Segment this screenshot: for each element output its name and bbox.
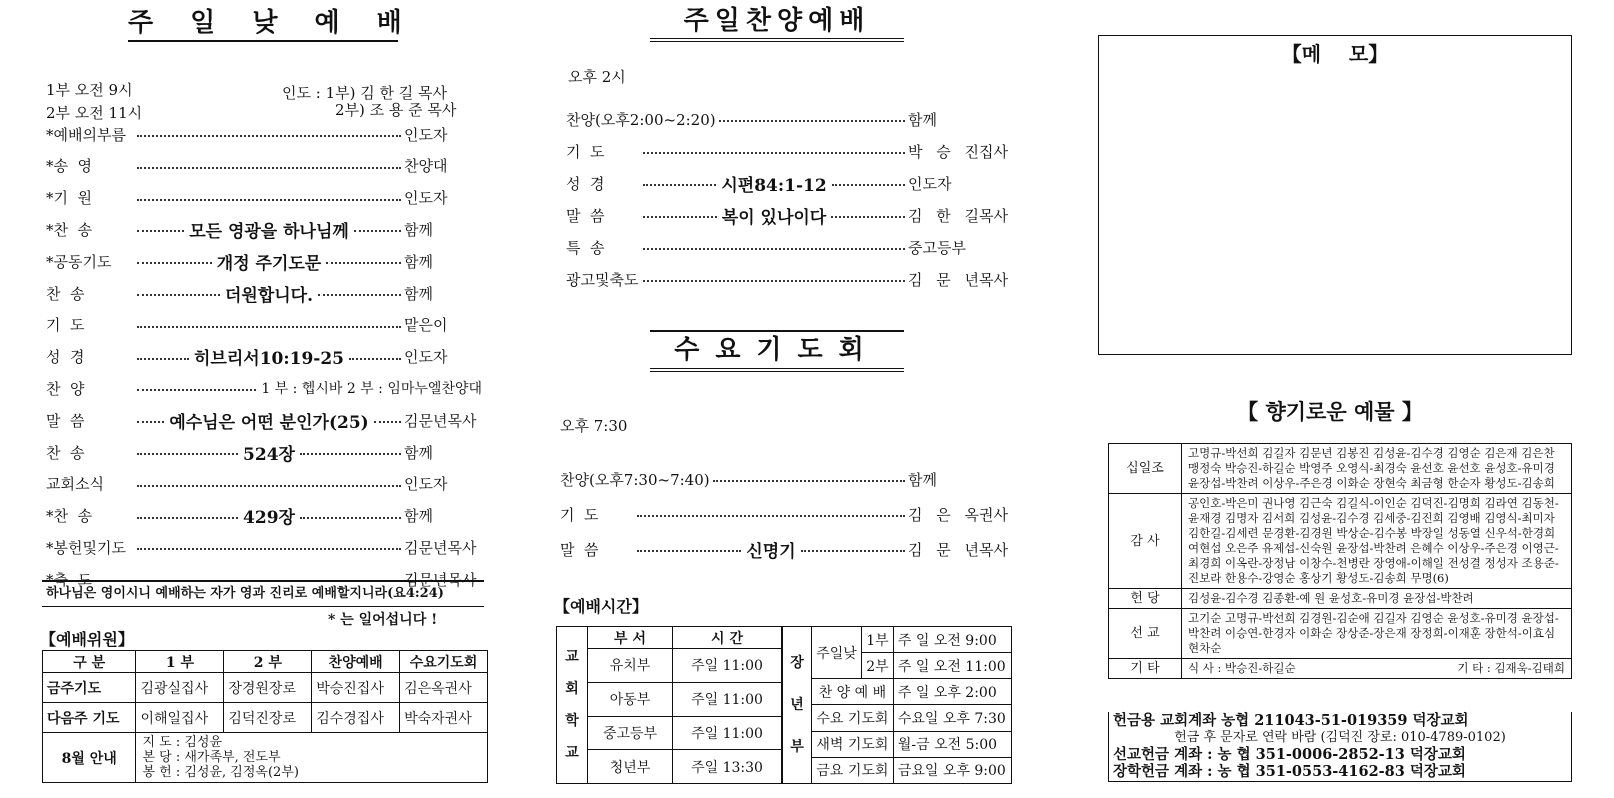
- order-content: 더원합니다.: [224, 285, 314, 306]
- leader-2: 2부) 조 용 준 목사: [335, 101, 457, 119]
- order-row: [46, 472, 484, 496]
- offering-kind: 십일조: [1109, 444, 1182, 494]
- order-label: 기 도: [560, 505, 599, 524]
- table-cell: 김덕진장로: [224, 703, 312, 733]
- order-label: 광고및축도: [566, 270, 639, 289]
- order-leader: 김 은 옥권사: [908, 505, 1008, 524]
- dot-leader: [137, 262, 212, 264]
- stand-note: * 는 일어섭니다 !: [328, 612, 438, 628]
- order-label: 말 씀: [46, 411, 85, 430]
- school-label-char: 교: [565, 745, 579, 761]
- table-row: [557, 682, 782, 716]
- table-cell: 이해일집사: [136, 703, 224, 733]
- adult-schedule-table: [782, 626, 1012, 784]
- table-cell: 주 일 오전 9:00: [893, 627, 1011, 653]
- dot-leader: [137, 294, 220, 296]
- dot-leader: [318, 294, 401, 296]
- order-row: [560, 502, 1008, 526]
- order-row: [46, 281, 484, 305]
- month-guide-line: 본 당 : 새가족부, 전도부: [142, 750, 281, 765]
- committee-table: [42, 650, 488, 783]
- dot-leader: [137, 453, 238, 455]
- dot-leader: [137, 326, 401, 328]
- adult-label-char: 장: [790, 655, 804, 671]
- offering-names: 고기순 고명규-박선희 김경원-김순애 김길자 김영순 윤성호-유미경 윤장섭-박찬려 이승연-한경자 이화순 장상준-장은재 장정희-이재훈 장한석-이효심 현차순: [1182, 609, 1572, 659]
- order-row: [46, 186, 484, 210]
- order-leader: 김문년목사: [404, 570, 477, 589]
- order-label: 찬 양: [46, 379, 85, 398]
- dot-leader: [137, 135, 401, 137]
- offering-names: [1182, 659, 1572, 679]
- order-label: 찬양(오후2:00~2:20): [566, 110, 716, 129]
- order-row: [46, 313, 484, 337]
- order-row: [566, 267, 1008, 291]
- order-label: 교회소식: [46, 475, 104, 494]
- dot-leader: [719, 120, 905, 122]
- table-cell: 주일 11:00: [673, 716, 782, 750]
- order-leader: 중고등부: [908, 238, 966, 257]
- table-cell: 박숙자권사: [400, 703, 488, 733]
- dot-leader: [832, 184, 905, 186]
- table-cell: 월-금 오전 5:00: [893, 731, 1011, 757]
- offering-names: 공인호-박은미 권나영 김근숙 김길식-이인순 김덕진-김명희 김라연 김동천-윤재경 김명자 김서희 김성윤-김수경 김세중-김진희 김영배 김영식-최미자 김한길-김세련 문경환-김경원 박상순-김수봉 박장일 성동열 신우석-한경희 여현섭 오은주 유제섭-신숙원 윤장섭-박찬려 은혜수 이상우-주은경 이영근-최경희 이옥란-장정남 이창수-천병란 장영애-이해일 전성결 정성자 조용준-진보라 한용수-강영순 홍상기 황성도-김송희 무명(6): [1182, 494, 1572, 589]
- offering-meal: 식 사 : 박승진-하길순: [1188, 661, 1296, 675]
- dot-leader: [137, 389, 256, 391]
- order-leader: 박 승 진집사: [908, 142, 1008, 161]
- order-leader: 김 한 길목사: [908, 206, 1009, 225]
- dot-leader: [643, 280, 905, 282]
- table-cell: 아동부: [588, 682, 673, 716]
- table-row: [557, 750, 782, 784]
- order-row: [46, 408, 484, 432]
- month-guide-row: [43, 733, 488, 783]
- order-leader: 맡은이: [404, 316, 448, 335]
- table-cell: 중고등부: [588, 716, 673, 750]
- table-row: [783, 627, 1012, 653]
- order-leader: 함께: [404, 284, 433, 303]
- dot-leader: [349, 358, 401, 360]
- account-box: [1108, 712, 1572, 782]
- adult-label: [783, 627, 812, 784]
- dot-leader: [713, 480, 905, 482]
- school-header: 시 간: [673, 627, 782, 649]
- offering-kind: 감 사: [1109, 494, 1182, 589]
- order-row: [566, 203, 1008, 227]
- dot-leader: [326, 262, 401, 264]
- order-label: 찬 송: [46, 284, 85, 303]
- order-row: [46, 217, 484, 241]
- order-row: [46, 376, 484, 400]
- order-row: [46, 504, 484, 528]
- table-cell: 수요 기도회: [812, 705, 894, 731]
- table-cell: 2부: [862, 653, 894, 679]
- order-leader: 김 문 년목사: [908, 540, 1008, 559]
- order-content: 429장: [243, 508, 295, 529]
- order-content: 시편84:1-12: [721, 175, 827, 196]
- offering-kind: 선 교: [1109, 609, 1182, 659]
- committee-header: 수요기도회: [400, 651, 488, 673]
- mission-account: 선교헌금 계좌 : 농 협 351-0006-2852-13 덕장교회: [1113, 746, 1466, 763]
- order-row: [46, 440, 484, 464]
- service-time-1: 1부 오전 9시: [46, 81, 133, 99]
- table-row: [43, 673, 488, 703]
- order-label: 찬 송: [46, 443, 85, 462]
- memo-title: 【메 모】: [1281, 42, 1389, 66]
- order-leader: 인도자: [404, 125, 448, 144]
- dot-leader: [137, 517, 238, 519]
- table-cell: 김은옥권사: [400, 673, 488, 703]
- order-label: 말 씀: [566, 206, 605, 225]
- order-label: *축 도: [46, 570, 93, 589]
- order-label: *봉헌및기도: [46, 538, 126, 557]
- order-leader: 함께: [404, 507, 433, 526]
- month-guide-label: 8월 안내: [43, 733, 136, 783]
- order-leader: 김문년목사: [404, 538, 477, 557]
- order-content: 신명기: [746, 541, 796, 562]
- order-label: *기 원: [46, 189, 93, 208]
- offering-kind: 기 타: [1109, 659, 1182, 679]
- sunday-service-title: 주 일 낮 예 배: [128, 6, 398, 42]
- verse-text: 하나님은 영이시니 예배하는 자가 영과 진리로 예배할지니라(요4:24): [46, 586, 444, 601]
- school-label-char: 학: [565, 713, 579, 729]
- table-cell: 다음주 기도: [43, 703, 136, 733]
- order-label: 찬양(오후7:30~7:40): [560, 470, 710, 489]
- order-row: [566, 107, 1008, 131]
- month-guide-line: 지 도 : 김성윤: [142, 735, 223, 750]
- school-header: 부 서: [588, 627, 673, 649]
- dot-leader: [643, 184, 716, 186]
- order-row: [566, 235, 1008, 259]
- memo-box: [1098, 35, 1572, 355]
- month-guide-cell: [136, 733, 488, 783]
- table-cell: 장경원장로: [224, 673, 312, 703]
- table-row: [783, 679, 1012, 705]
- order-row: [46, 122, 484, 146]
- order-label: 성 경: [46, 348, 85, 367]
- table-row: [557, 649, 782, 683]
- order-leader: 김 문 년목사: [908, 270, 1008, 289]
- wednesday-service-time: 오후 7:30: [560, 417, 628, 435]
- order-label: 성 경: [566, 174, 605, 193]
- offering-title: 【 향기로운 예물 】: [1237, 399, 1423, 424]
- dot-leader: [137, 548, 401, 550]
- table-row: [1109, 659, 1572, 679]
- school-label: [557, 627, 588, 784]
- order-leader: 찬양대: [404, 157, 448, 176]
- offering-kind: 헌 당: [1109, 589, 1182, 609]
- schedule-title: 【예배시간】: [554, 597, 648, 616]
- order-leader: 함께: [404, 252, 433, 271]
- order-content: 개정 주기도문: [216, 253, 322, 274]
- dot-leader: [637, 515, 905, 517]
- offering-other: 기 타 : 김재욱-김태희: [1457, 661, 1565, 675]
- dot-leader: [354, 230, 401, 232]
- order-row: [566, 139, 1008, 163]
- adult-label-char: 년: [790, 697, 804, 713]
- table-row: [783, 705, 1012, 731]
- committee-header: 2 부: [224, 651, 312, 673]
- dot-leader: [137, 167, 401, 169]
- offering-table: [1108, 443, 1572, 679]
- committee-header-row: [43, 651, 488, 673]
- table-row: [1109, 609, 1572, 659]
- order-leader: 인도자: [404, 189, 448, 208]
- order-row: [46, 345, 484, 369]
- committee-header: 1 부: [136, 651, 224, 673]
- dot-leader: [643, 152, 905, 154]
- order-leader: 함께: [908, 110, 937, 129]
- order-row: [560, 537, 1008, 561]
- dot-leader: [300, 453, 401, 455]
- school-label-char: 교: [565, 649, 579, 665]
- order-content: 1 부 : 헵시바 2 부 : 임마누엘찬양대: [261, 381, 482, 398]
- order-content: 모든 영광을 하나님께: [189, 221, 349, 242]
- table-cell: 주일 11:00: [673, 682, 782, 716]
- committee-title: 【예배위원】: [40, 630, 134, 649]
- order-label: 특 송: [566, 238, 605, 257]
- table-cell: 박승진집사: [312, 673, 400, 703]
- table-cell: 금요일 오후 9:00: [893, 757, 1011, 783]
- order-row: [46, 249, 484, 273]
- dot-leader: [137, 421, 164, 423]
- order-leader: 함께: [404, 443, 433, 462]
- order-content: 예수님은 어떤 분인가(25): [169, 412, 369, 433]
- leader-1: 인도 : 1부) 김 한 길 목사: [282, 84, 447, 102]
- dot-leader: [831, 216, 905, 218]
- school-schedule-table: [556, 626, 782, 784]
- order-label: *송 영: [46, 157, 93, 176]
- order-leader: 인도자: [404, 348, 448, 367]
- order-content: 복이 있나이다: [721, 207, 827, 228]
- offering-names: 김성윤-김수경 김종환-예 원 윤성호-유미경 윤장섭-박찬려: [1182, 589, 1572, 609]
- church-account: 헌금용 교회계좌 농협 211043-51-019359 덕장교회: [1113, 712, 1469, 729]
- order-leader: 함께: [908, 470, 937, 489]
- table-cell: 수요일 오후 7:30: [893, 705, 1011, 731]
- dot-leader: [643, 216, 717, 218]
- school-header-row: [557, 627, 782, 649]
- dot-leader: [637, 550, 741, 552]
- order-leader: 김문년목사: [404, 411, 477, 430]
- table-row: [1109, 494, 1572, 589]
- service-time-2: 2부 오전 11시: [46, 104, 143, 122]
- praise-service-title: 주일찬양예배: [650, 4, 904, 42]
- dot-leader: [137, 199, 401, 201]
- month-guide-line: 봉 헌 : 김성윤, 김정옥(2부): [142, 765, 299, 780]
- order-row: [566, 171, 1008, 195]
- dot-leader: [137, 485, 401, 487]
- table-row: [43, 703, 488, 733]
- order-label: *공동기도: [46, 252, 112, 271]
- scholarship-account: 장학헌금 계좌 : 농 협 351-0553-4162-83 덕장교회: [1113, 763, 1466, 780]
- dot-leader: [137, 358, 189, 360]
- table-cell: 주 일 오후 2:00: [893, 679, 1011, 705]
- table-cell: 새벽 기도회: [812, 731, 894, 757]
- dot-leader: [300, 517, 401, 519]
- table-cell: 금요 기도회: [812, 757, 894, 783]
- verse-box: [42, 580, 484, 607]
- table-row: [783, 731, 1012, 757]
- order-leader: 함께: [404, 220, 433, 239]
- praise-service-time: 오후 2시: [568, 68, 626, 86]
- order-label: 기 도: [566, 142, 605, 161]
- wednesday-service-title: 수요기도회: [650, 330, 904, 372]
- order-content: 히브리서10:19-25: [194, 349, 344, 370]
- dot-leader: [643, 248, 905, 250]
- table-cell: 청년부: [588, 750, 673, 784]
- order-label: 말 씀: [560, 540, 599, 559]
- table-cell: 유치부: [588, 649, 673, 683]
- table-cell: 금주기도: [43, 673, 136, 703]
- order-label: 기 도: [46, 316, 85, 335]
- adult-label-char: 부: [790, 739, 804, 755]
- committee-header: 구 분: [43, 651, 136, 673]
- order-label: *찬 송: [46, 507, 93, 526]
- table-cell: 찬 양 예 배: [812, 679, 894, 705]
- order-label: *예배의부름: [46, 125, 126, 144]
- table-cell: 김광실집사: [136, 673, 224, 703]
- offering-names: 고명규-박선희 김길자 김문년 김봉진 김성윤-김수경 김영순 김은재 김은찬 맹정숙 박승진-하길순 박영주 오영식-최경숙 윤선호 윤선호 윤성호-유미경 윤장섭-박찬려 이상우-주은경 이화순 장현숙 최금형 한순자 황성도-김송희: [1182, 444, 1572, 494]
- committee-header: 찬양예배: [312, 651, 400, 673]
- dot-leader: [801, 550, 905, 552]
- dot-leader: [374, 421, 401, 423]
- table-cell: 주일 13:30: [673, 750, 782, 784]
- table-cell: 주일 11:00: [673, 649, 782, 683]
- table-cell: 1부: [862, 627, 894, 653]
- table-cell: 주 일 오전 11:00: [893, 653, 1011, 679]
- account-note: 헌금 후 문자로 연락 바람 (김덕진 장로: 010-4789-0102): [1174, 730, 1506, 745]
- table-cell: 김수경집사: [312, 703, 400, 733]
- school-label-char: 회: [565, 681, 579, 697]
- order-leader: 인도자: [908, 174, 952, 193]
- order-row: [46, 154, 484, 178]
- table-row: [1109, 589, 1572, 609]
- order-content: 524장: [243, 444, 295, 465]
- order-row: [46, 535, 484, 559]
- dot-leader: [137, 230, 184, 232]
- sunday-label: 주일낮: [812, 627, 862, 679]
- table-row: [557, 716, 782, 750]
- table-row: [1109, 444, 1572, 494]
- order-label: *찬 송: [46, 220, 93, 239]
- table-row: [783, 757, 1012, 783]
- order-leader: 인도자: [404, 475, 448, 494]
- order-row: [560, 467, 1008, 491]
